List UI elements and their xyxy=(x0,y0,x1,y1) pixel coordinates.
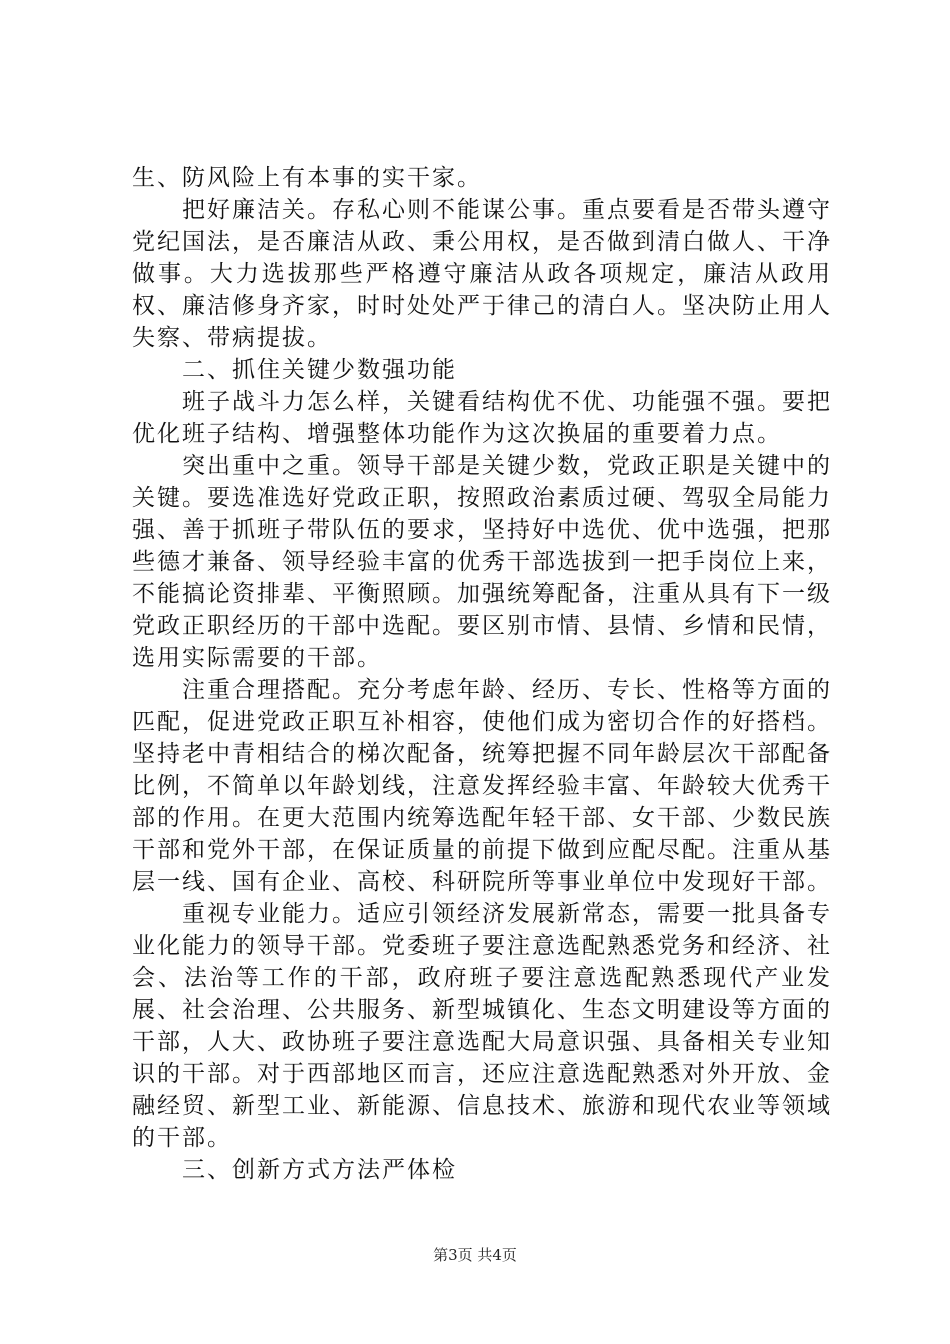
paragraph-professional-ability: 重视专业能力。适应引领经济发展新常态，需要一批具备专业化能力的领导干部。党委班子要注意选配熟悉党务和经济、社会、法治等工作的干部，政府班子要注意选配熟悉现代产业发展、社会治理、公共服务、新型城镇化、生态文明建设等方面的干部，人大、政协班子要注意选配大局意识强、具备相关专业知识的干部。对于西部地区而言，还应注意选配熟悉对外开放、金融经贸、新型工业、新能源、信息技术、旅游和现代农业等领域的干部。 xyxy=(132,901,832,1151)
paragraph-team-effectiveness: 班子战斗力怎么样，关键看结构优不优、功能强不强。要把优化班子结构、增强整体功能作为这次换届的重要着力点。 xyxy=(132,389,832,447)
section-heading-3: 三、创新方式方法严体检 xyxy=(182,1157,457,1183)
section-heading-2: 二、抓住关键少数强功能 xyxy=(182,357,457,383)
paragraph-integrity: 把好廉洁关。存私心则不能谋公事。重点要看是否带头遵守党纪国法，是否廉洁从政、秉公用权，是否做到清白做人、干净做事。大力选拔那些严格遵守廉洁从政各项规定，廉洁从政用权、廉洁修身齐家，时时处处严于律己的清白人。坚决防止用人失察、带病提拔。 xyxy=(132,197,832,351)
paragraph-continuation: 生、防风险上有本事的实干家。 xyxy=(132,165,482,191)
document-body xyxy=(132,162,832,1186)
paragraph-key-priority: 突出重中之重。领导干部是关键少数，党政正职是关键中的关键。要选准选好党政正职，按照政治素质过硬、驾驭全局能力强、善于抓班子带队伍的要求，坚持好中选优、优中选强，把那些德才兼备、领导经验丰富的优秀干部选拔到一把手岗位上来，不能搞论资排辈、平衡照顾。加强统筹配备，注重从具有下一级党政正职经历的干部中选配。要区别市情、县情、乡情和民情，选用实际需要的干部。 xyxy=(132,453,832,671)
page-footer xyxy=(0,1244,950,1265)
page-number-label: 第3页 共4页 xyxy=(433,1246,517,1264)
paragraph-reasonable-matching: 注重合理搭配。充分考虑年龄、经历、专长、性格等方面的匹配，促进党政正职互补相容，使他们成为密切合作的好搭档。坚持老中青相结合的梯次配备，统筹把握不同年龄层次干部配备比例，不简单以年龄划线，注意发挥经验丰富、年龄较大优秀干部的作用。在更大范围内统筹选配年轻干部、女干部、少数民族干部和党外干部，在保证质量的前提下做到应配尽配。注重从基层一线、国有企业、高校、科研院所等事业单位中发现好干部。 xyxy=(132,677,832,895)
